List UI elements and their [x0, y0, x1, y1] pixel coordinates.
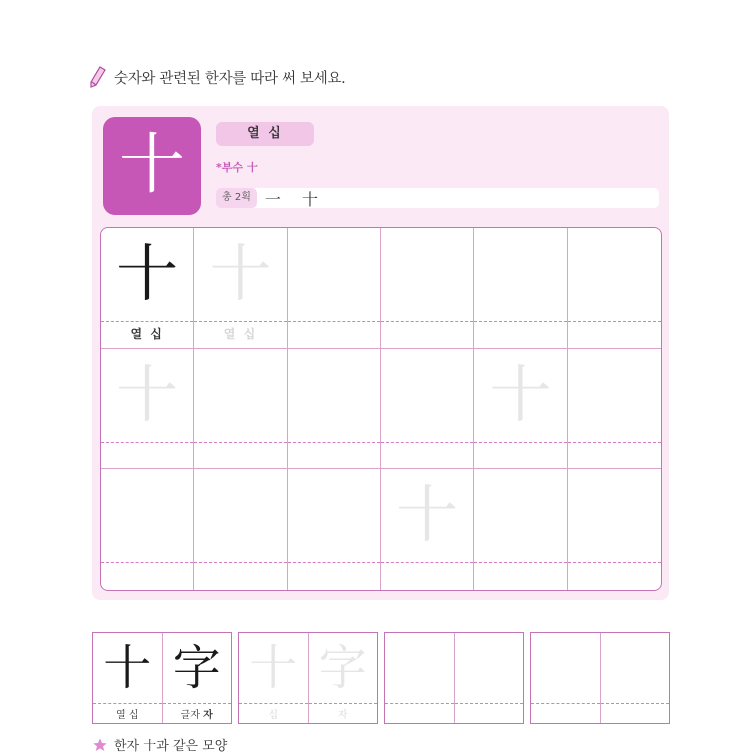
hanja-panel: [92, 106, 669, 600]
dashed-guide: [101, 562, 193, 563]
word-practice-cell[interactable]: [601, 633, 670, 723]
word-trace-char: 字: [318, 640, 367, 696]
word-trace-cell[interactable]: [239, 633, 309, 723]
stroke-count: 총 2획: [216, 188, 257, 208]
hanja-main-character: 十: [103, 117, 201, 215]
word-trace-label: 자: [337, 710, 348, 721]
dashed-guide: [194, 321, 286, 322]
practice-cell[interactable]: [568, 228, 661, 349]
trace-character: 十: [489, 357, 552, 431]
dashed-guide: [568, 562, 661, 563]
dashed-guide: [381, 442, 473, 443]
model-character: 十: [116, 237, 179, 310]
footnote: [92, 735, 227, 754]
stroke-order: 一 十: [264, 189, 326, 209]
practice-cell[interactable]: [288, 349, 381, 470]
word-practice-cell[interactable]: [531, 633, 601, 723]
dashed-guide: [455, 703, 524, 704]
practice-cell[interactable]: [288, 228, 381, 349]
stroke-info: [216, 188, 659, 208]
dashed-guide: [385, 703, 454, 704]
star-icon: [92, 737, 108, 753]
dashed-guide: [381, 321, 473, 322]
practice-cell-trace[interactable]: [101, 349, 194, 470]
practice-cell[interactable]: [288, 469, 381, 590]
practice-cell[interactable]: [194, 469, 287, 590]
word-trace-cell[interactable]: [309, 633, 378, 723]
word-practice-box: [530, 632, 670, 724]
dashed-guide: [474, 562, 566, 563]
word-trace-label: 십: [268, 710, 279, 721]
trace-character: 十: [209, 237, 272, 310]
dashed-guide: [568, 321, 661, 322]
dashed-guide: [288, 562, 380, 563]
word-char: 十: [103, 640, 152, 696]
word-practice-cell[interactable]: [455, 633, 524, 723]
word-trace-box: [238, 632, 378, 724]
dashed-guide: [93, 703, 162, 704]
word-model-box: [92, 632, 232, 724]
practice-cell[interactable]: [381, 228, 474, 349]
practice-grid: [100, 227, 662, 591]
word-model-cell: [163, 633, 232, 723]
practice-cell-model: [101, 228, 194, 349]
dashed-guide: [101, 321, 193, 322]
dashed-guide: [288, 442, 380, 443]
practice-cell[interactable]: [474, 469, 567, 590]
dashed-guide: [101, 442, 193, 443]
dashed-guide: [531, 703, 600, 704]
pencil-icon: [90, 66, 106, 88]
practice-cell[interactable]: [568, 349, 661, 470]
instruction: [90, 66, 345, 88]
radical-label: *부수 十: [216, 161, 258, 174]
dashed-guide: [239, 703, 308, 704]
dashed-guide: [381, 562, 473, 563]
word-model-cell: [93, 633, 163, 723]
practice-cell[interactable]: [194, 349, 287, 470]
trace-character: 十: [396, 478, 459, 552]
trace-label: 열 십: [223, 327, 258, 341]
practice-cell[interactable]: [568, 469, 661, 590]
model-label: 열 십: [130, 327, 164, 341]
practice-cell-trace[interactable]: [194, 228, 287, 349]
word-trace-char: 十: [249, 640, 298, 696]
practice-cell-trace[interactable]: [381, 469, 474, 590]
dashed-guide: [474, 442, 566, 443]
dashed-guide: [309, 703, 378, 704]
word-practice-box: [384, 632, 524, 724]
word-practice-cell[interactable]: [385, 633, 455, 723]
practice-cell[interactable]: [101, 469, 194, 590]
dashed-guide: [194, 442, 286, 443]
dashed-guide: [163, 703, 232, 704]
dashed-guide: [568, 442, 661, 443]
trace-character: 十: [116, 357, 179, 431]
word-label: 글자 자: [180, 710, 213, 721]
dashed-guide: [474, 321, 566, 322]
word-label: 열 십: [116, 710, 139, 721]
practice-cell[interactable]: [381, 349, 474, 470]
practice-cell[interactable]: [474, 228, 567, 349]
word-char: 字: [172, 640, 221, 696]
dashed-guide: [288, 321, 380, 322]
dashed-guide: [601, 703, 670, 704]
practice-cell-trace[interactable]: [474, 349, 567, 470]
footnote-text: 한자 十과 같은 모양: [114, 739, 228, 754]
instruction-text: 숫자와 관련된 한자를 따라 써 보세요.: [114, 70, 346, 87]
dashed-guide: [194, 562, 286, 563]
meaning-sound-label: 열 십: [216, 122, 314, 146]
